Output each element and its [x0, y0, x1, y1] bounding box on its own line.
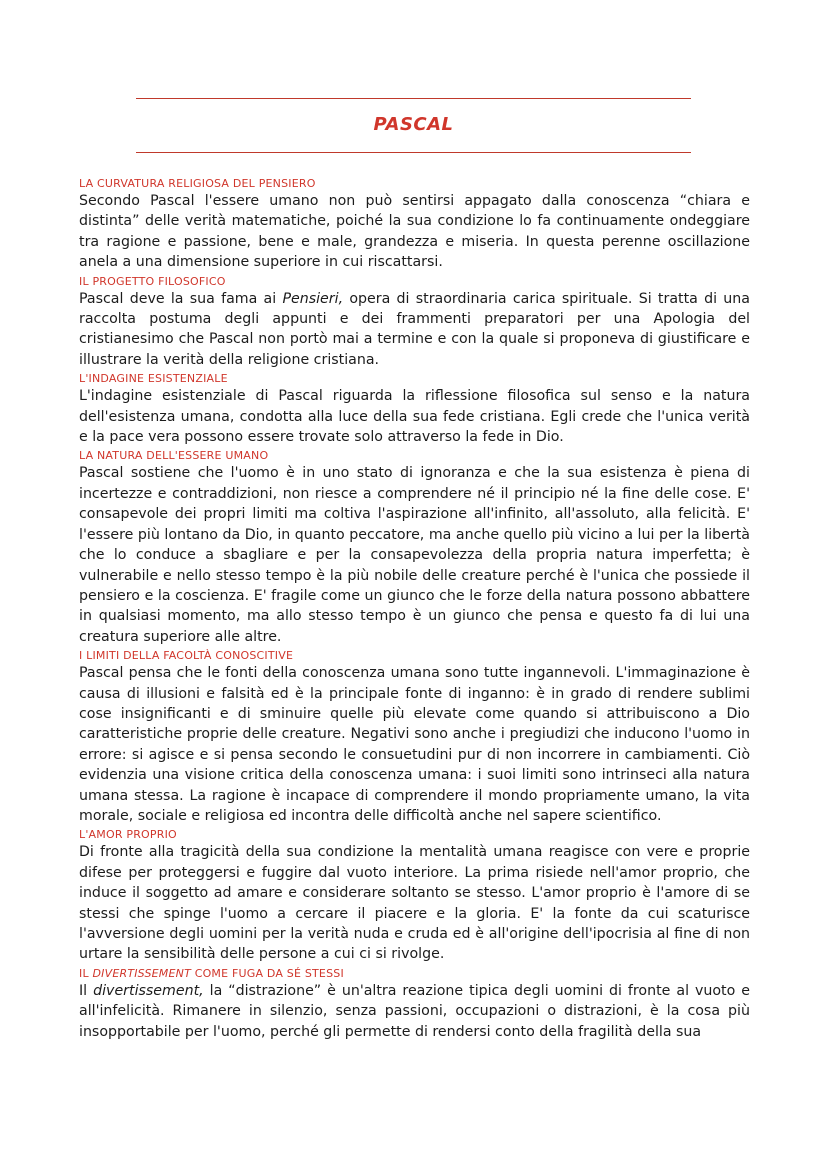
- section-paragraph: [79, 981, 750, 1042]
- page-title: PASCAL: [373, 114, 454, 135]
- text-run: opera di straordinaria carica spirituale. Si tratta di una raccolta postuma degli appunti e dei frammenti preparatori per una Apologia del cristianesimo che Pascal non portò mai a termine e con la quale si proponeva di giustificare e illustrare la verità della religione cristiana.: [79, 290, 750, 368]
- section-heading: L'INDAGINE ESISTENZIALE: [79, 372, 228, 386]
- section-paragraph: Secondo Pascal l'essere umano non può sentirsi appagato dalla conoscenza “chiara e distinta” delle verità matematiche, poiché la sua condizione lo fa continuamente ondeggiare tra ragione e passione, bene e male, grandezza e miseria. In questa perenne oscillazione anela a una dimensione superiore in cui riscattarsi.: [79, 193, 750, 271]
- text-run: COME FUGA DA SÉ STESSI: [191, 966, 344, 980]
- section-heading: LA NATURA DELL'ESSERE UMANO: [79, 449, 269, 463]
- section-paragraph: [79, 289, 750, 371]
- book-title: Pensieri,: [282, 290, 344, 307]
- section-heading: I LIMITI DELLA FACOLTÀ CONOSCITIVE: [79, 649, 294, 663]
- section-heading: L'AMOR PROPRIO: [79, 828, 177, 842]
- title-rule-bottom: [136, 152, 691, 153]
- document-body: [79, 175, 750, 1042]
- text-run: la “distrazione” è un'altra reazione tipica degli uomini di fronte al vuoto e all'infelicità. Rimanere in silenzio, senza passioni, occupazioni o distrazioni, è la cosa più insopportabile per l'uomo, perché gli permette di rendersi conto della fragilità della sua: [79, 982, 750, 1040]
- section-heading: LA CURVATURA RELIGIOSA DEL PENSIERO: [79, 177, 316, 190]
- section-paragraph: Pascal pensa che le fonti della conoscenza umana sono tutte ingannevoli. L'immaginazione è causa di illusioni e falsità ed è la principale fonte di inganno: è in grado di rendere sublimi cose insignificanti e di sminuire quelle più elevate come quando si attribuiscono a Dio caratteristiche proprie delle creature. Negativi sono anche i pregiudizi che inducono l'uomo in errore: si agisce e si pensa secondo le consuetudini pur di non incorrere in cambiamenti. Ciò evidenzia una visione critica della conoscenza umana: i suoi limiti sono intrinseci alla natura umana stessa. La ragione è incapace di comprendere il mondo propriamente umano, la vita morale, sociale e religiosa ed incontra delle difficoltà anche nel sapere scientifico.: [79, 665, 750, 824]
- text-run: Pascal deve la sua fama ai: [79, 290, 283, 307]
- section-heading: IL PROGETTO FILOSOFICO: [79, 274, 226, 288]
- section-paragraph: Di fronte alla tragicità della sua condizione la mentalità umana reagisce con vere e proprie difese per proteggersi e fuggire dal vuoto interiore. La prima risiede nell'amor proprio, che induce il soggetto ad amare e considerare soltanto se stesso. L'amor proprio è l'amore di se stessi che spinge l'uomo a cercare il piacere e la gloria. E' la fonte da cui scaturisce l'avversione degli uomini per la verità nuda e cruda ed è all'origine dell'ipocrisia al fine di non urtare la sensibilità delle persone a cui ci si rivolge.: [79, 844, 750, 963]
- section-paragraph: L'indagine esistenziale di Pascal riguarda la riflessione filosofica sul senso e la natura dell'esistenza umana, condotta alla luce della sua fede cristiana. Egli crede che l'unica verità e la pace vera possono essere trovate solo attraverso la fede in Dio.: [79, 388, 750, 446]
- section-heading: [79, 967, 750, 981]
- emphasis: divertissement,: [93, 982, 204, 999]
- section-paragraph: Pascal sostiene che l'uomo è in uno stato di ignoranza e che la sua esistenza è piena di incertezze e contraddizioni, non riesce a comprendere né il principio né la fine delle cose. E' consapevole dei propri limiti ma coltiva l'aspirazione all'infinito, all'assoluto, alla felicità. E' l'essere più lontano da Dio, in quanto peccatore, ma anche quello più vicino a lui per la libertà che lo conduce a sbagliare e per la consapevolezza della propria natura imperfetta; è vulnerabile e nello stesso tempo è la più nobile delle creature perché è l'unica che possiede il pensiero e la coscienza. E' fragile come un giunco che le forze della natura possono abbattere in qualsiasi momento, ma allo stesso tempo è un giunco che pensa e questo fa di lui una creatura superiore alle altre.: [79, 465, 750, 645]
- title-rule-top: [136, 98, 691, 99]
- emphasis: DIVERTISSEMENT: [92, 966, 191, 980]
- text-run: Il: [79, 982, 94, 999]
- text-run: IL: [79, 966, 93, 980]
